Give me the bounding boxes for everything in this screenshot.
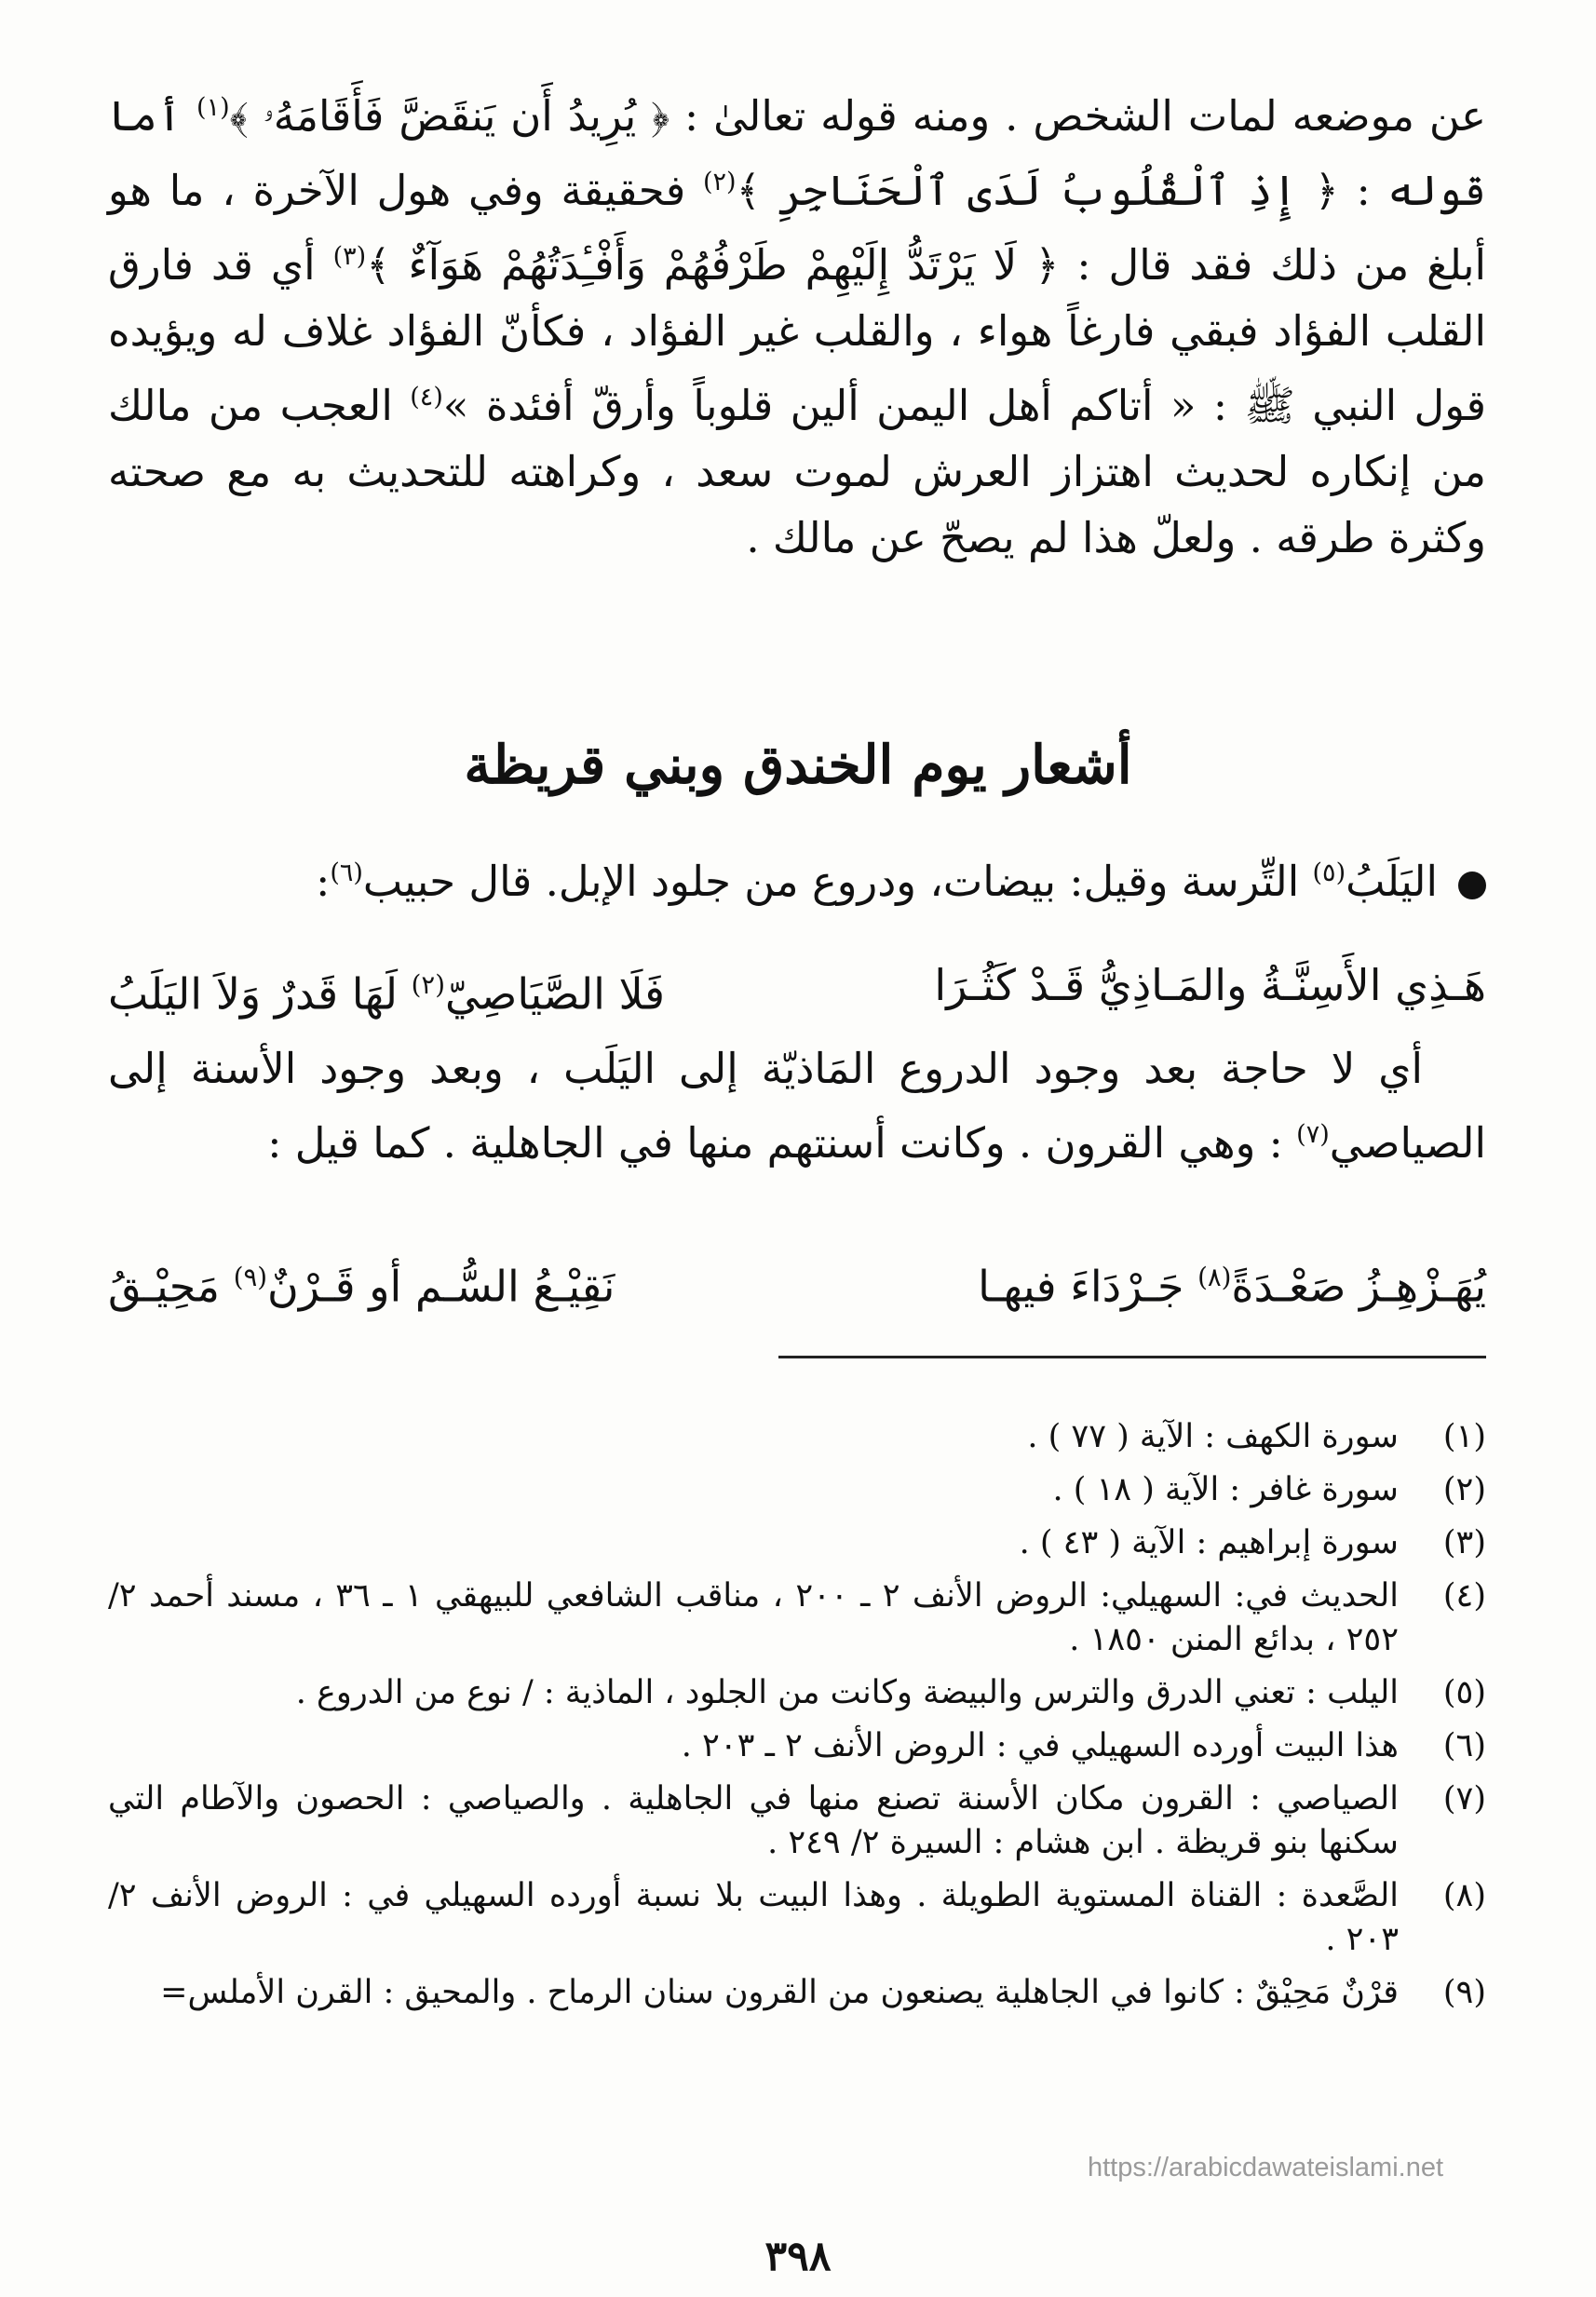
footnote-item <box>108 1777 1486 1865</box>
footnote-ref-4: (٤) <box>410 383 443 412</box>
verse-2-hemistich-1-a: يُهَـزْهِـزُ صَعْـدَةً <box>1231 1261 1486 1312</box>
paragraph-2-text-1: اليَلَبُ <box>1346 857 1438 906</box>
paragraph-1-text-1: عن موضعه لمات الشخص . ومنه قوله تعالىٰ : ﴿ يُرِيدُ أَن يَنقَضَّ فَأَقَامَهُۥ ﴾ <box>229 91 1487 141</box>
footnote-number: (٤) <box>1442 1577 1486 1615</box>
footnote-item <box>108 1574 1486 1662</box>
footnotes-list <box>108 1415 1486 2024</box>
bullet-icon <box>1458 872 1486 899</box>
footnote-item <box>108 1724 1486 1768</box>
footnote-text: سورة إبراهيم : الآية ( ٤٣ ) . <box>1019 1524 1399 1561</box>
verse-1-hemistich-2 <box>108 948 665 1031</box>
footnote-text: سورة غافر : الآية ( ١٨ ) . <box>1052 1471 1399 1508</box>
footnote-ref-9: (٩) <box>233 1262 268 1292</box>
footnote-ref-8: (٨) <box>1197 1262 1232 1292</box>
paragraph-2-text-2: التِّرسة وقيل: بيضات، ودروع من جلود الإبل. قال حبيب <box>362 857 1313 906</box>
paragraph-1-text-5: العجب من مالك من إنكاره لحديث اهتزاز العرش لموت سعد ، وكراهته للتحديث به مع صحته وكثرة طرقه . ولعلّ هذا لم يصحّ عن مالك . <box>108 381 1486 562</box>
footnote-text: هذا البيت أورده السهيلي في : الروض الأنف ٢ ـ ٢٠٣ . <box>681 1727 1399 1764</box>
watermark-url: https://arabicdawateislami.net <box>1088 2153 1444 2182</box>
footnote-item <box>108 1415 1486 1459</box>
section-heading: أشعار يوم الخندق وبني قريظة <box>464 734 1132 796</box>
footnote-number: (١) <box>1442 1418 1486 1455</box>
page-number: ٣٩٨ <box>764 2233 832 2280</box>
footnote-item <box>108 1874 1486 1962</box>
verse-1-hemistich-2-a: فَلَا الصَّيَاصِيّ <box>444 968 665 1020</box>
footnote-ref-6: (٦) <box>330 858 363 887</box>
footnote-text: الحديث في: السهيلي: الروض الأنف ٢ ـ ٢٠٠ ، مناقب الشافعي للبيهقي ١ ـ ٣٦ ، مسند أحمد ٢/ ٢٥٢ ، بدائع المنن ١٨٥٠ . <box>108 1577 1399 1658</box>
footnote-text: اليلب : تعني الدرق والترس والبيضة وكانت من الجلود ، الماذية : / نوع من الدروع . <box>295 1674 1399 1711</box>
verse-2-hemistich-1-b: جَـرْدَاءَ فيهـا <box>978 1261 1198 1312</box>
verse-2-hemistich-2-a: نَقِيْـعُ السُّـم أو قَـرْنٌ <box>267 1261 615 1312</box>
paragraph-3-text-2: : وهي القرون . وكانت أسنتهم منها في الجاهلية . كما قيل : <box>267 1118 1297 1168</box>
paragraph-1-text-2: أما قوله : ﴿ إِذِ ٱلْقُلُوبُ لَدَى ٱلْحَنَاجِرِ ﴾ <box>108 91 1486 215</box>
footnote-number: (٦) <box>1442 1727 1486 1764</box>
paragraph-2-text-3: : <box>316 857 331 906</box>
verse-2-hemistich-1 <box>978 1240 1486 1323</box>
footnote-ref-1: (١) <box>196 93 230 122</box>
footnote-number: (٩) <box>1442 1974 1486 2011</box>
poem-verse-2 <box>108 1240 1486 1323</box>
poem-verse-1 <box>108 948 1486 1031</box>
footnote-item <box>108 1971 1486 2015</box>
paragraph-1 <box>108 74 1486 571</box>
verse-1-hemistich-1: هَـذِي الأَسِنَّـةُ والمَـاذِيُّ قَـدْ كَثُـرَا <box>934 960 1486 1010</box>
footnote-text: الصياصي : القرون مكان الأسنة تصنع منها في الجاهلية . والصياصي : الحصون والآطام التي سكنها بنو قريظة . ابن هشام : السيرة ٢/ ٢٤٩ . <box>108 1780 1399 1861</box>
footnote-ref-3: (٣) <box>332 242 367 271</box>
footnote-number: (٥) <box>1442 1674 1486 1711</box>
footnote-number: (٧) <box>1442 1780 1486 1817</box>
footnote-ref-2: (٢) <box>702 168 737 196</box>
verse-2-hemistich-2-b: مَحِيْـقُ <box>108 1261 234 1312</box>
footnote-text: قرْنٌ مَحِيْقٌ : كانوا في الجاهلية يصنعون من القرون سنان الرماح . والمحيق : القرن الأملس= <box>160 1974 1399 2011</box>
footnote-item <box>108 1468 1486 1512</box>
paragraph-2 <box>108 840 1486 914</box>
verse-1-hemistich-2-b: لَهَا قَدرٌ وَلاَ اليَلَبُ <box>108 968 412 1020</box>
footnote-number: (٣) <box>1442 1524 1486 1561</box>
paragraph-3 <box>108 1035 1486 1176</box>
footnote-text: سورة الكهف : الآية ( ٧٧ ) . <box>1027 1418 1399 1455</box>
paragraph-1-text-4: أي قد فارق القلب الفؤاد فبقي فارغاً هواء ، والقلب غير الفؤاد ، فكأنّ الفؤاد غلاف له ويؤيده قول النبي ﷺ : « أتاكم أهل اليمن ألين قلوباً وأرقّ أفئدة » <box>108 240 1486 430</box>
paragraph-1-text-3: فحقيقة وفي هول الآخرة ، ما هو أبلغ من ذلك فقد قال : ﴿ لَا يَرْتَدُّ إِلَيْهِمْ طَرْفُهُمْ وَأَفْـِٔدَتُهُمْ هَوَآءٌ ﴾ <box>108 166 1487 290</box>
footnote-item <box>108 1671 1486 1715</box>
footnote-ref-verse-1: (٢) <box>411 969 445 1000</box>
verse-2-hemistich-2 <box>108 1240 615 1323</box>
footnote-ref-7: (٧) <box>1296 1120 1330 1149</box>
footnote-item <box>108 1521 1486 1565</box>
footnote-text: الصَّعدة : القناة المستوية الطويلة . وهذا البيت بلا نسبة أورده السهيلي في : الروض الأنف ٢/ ٢٠٣ . <box>108 1877 1399 1958</box>
paragraph-3-text-1: أي لا حاجة بعد وجود الدروع المَاذيّة إلى اليَلَب ، وبعد وجود الأسنة إلى الصياصي <box>108 1044 1486 1168</box>
footnote-number: (٨) <box>1442 1877 1486 1914</box>
footnote-number: (٢) <box>1442 1471 1486 1508</box>
footnote-ref-5: (٥) <box>1312 858 1346 887</box>
footnote-separator <box>778 1356 1486 1358</box>
